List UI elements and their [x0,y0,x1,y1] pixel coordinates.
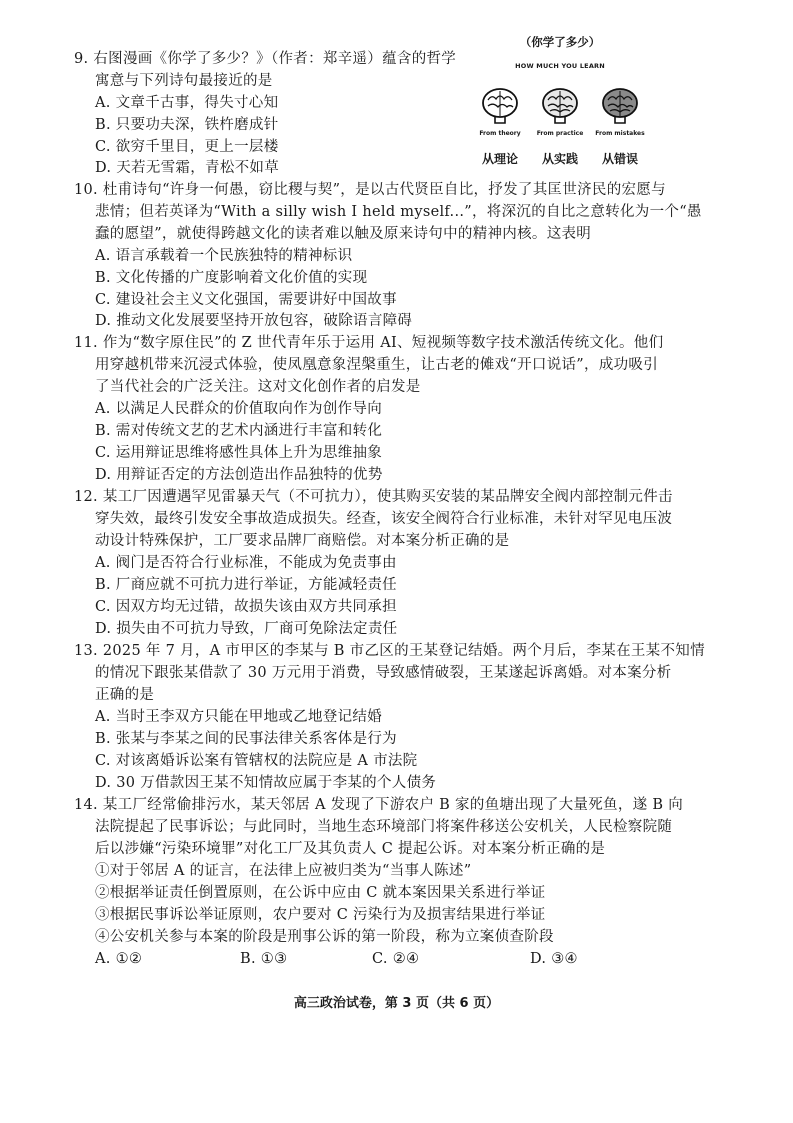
comic-illustration [472,34,648,174]
label-mistakes: 从错误 [601,152,638,166]
option-b: B. 只要功夫深，铁杵磨成针 [95,117,279,133]
option-a: A. ①② [95,951,143,967]
label-theory: 从理论 [481,152,518,166]
option-c: C. 欲穷千里目，更上一层楼 [95,139,279,155]
option-a: A. 阀门是否符合行业标准，不能成为免责事由 [95,555,397,571]
option-b: B. 厂商应就不可抗力进行举证，方能减轻责任 [95,577,397,593]
option-c: C. 运用辩证思维将感性具体上升为思维抽象 [95,445,383,461]
statement-2: ②根据举证责任倒置原则，在公诉中应由 C 就本案因果关系进行举证 [95,885,546,901]
question-stem-line: 后以涉嫌“污染环境罪”对化工厂及其负责人 C 提起公诉。对本案分析正确的是 [95,841,606,857]
option-c: C. 建设社会主义文化强国，需要讲好中国故事 [95,292,397,308]
option-b: B. 文化传播的广度影响着文化价值的实现 [95,270,368,286]
question-stem-line: 蠢的愿望”，就使得跨越文化的读者难以触及原来诗句中的精神内核。这表明 [95,226,592,242]
option-a: A. 语言承载着一个民族独特的精神标识 [95,248,353,264]
caption-practice: From practice [536,130,584,137]
question-stem-line: 13. 2025 年 7 月，A 市甲区的李某与 B 市乙区的王某登记结婚。两个月后，李某在王某不知情 [74,643,705,659]
option-b: B. ①③ [240,951,288,967]
question-stem-line: 14. 某工厂经常偷排污水，某天邻居 A 发现了下游农户 B 家的鱼塘出现了大量死鱼，遂 B 向 [74,797,684,813]
option-d: D. 推动文化发展要坚持开放包容，破除语言障碍 [95,313,413,329]
question-stem-line: 9. 右图漫画《你学了多少？》（作者：郑辛遥）蕴含的哲学 [74,51,457,67]
option-d: D. ③④ [530,951,578,967]
brain-theory-icon [480,86,520,126]
question-stem-line: 了当代社会的广泛关注。这对文化创作者的启发是 [95,379,421,395]
statement-4: ④公安机关参与本案的阶段是刑事公诉的第一阶段，称为立案侦查阶段 [95,929,554,945]
comic-subtitle: HOW MUCH YOU LEARN [515,62,605,70]
question-stem-line: 12. 某工厂因遭遇罕见雷暴天气（不可抗力），使其购买安装的某品牌安全阀内部控制元件击 [74,489,673,505]
option-a: A. 当时王李双方只能在甲地或乙地登记结婚 [95,709,382,725]
option-d: D. 30 万借款因王某不知情故应属于李某的个人债务 [95,775,437,791]
option-c: C. ②④ [372,951,420,967]
statement-1: ①对于邻居 A 的证言，在法律上应被归类为“当事人陈述” [95,863,472,879]
question-stem-line: 穿失效，最终引发安全事故造成损失。经查，该安全阀符合行业标准，未针对罕见电压波 [95,511,673,527]
option-a: A. 以满足人民群众的价值取向作为创作导向 [95,401,382,417]
option-d: D. 天若无雪霜，青松不如草 [95,160,280,176]
option-c: C. 对该离婚诉讼案有管辖权的法院应是 A 市法院 [95,753,418,769]
option-d: D. 损失由不可抗力导致，厂商可免除法定责任 [95,621,398,637]
caption-mistakes: From mistakes [595,130,645,137]
page-footer: 高三政治试卷，第 3 页（共 6 页） [293,996,500,1011]
comic-title: （你学了多少） [519,35,601,49]
question-stem-line: 寓意与下列诗句最接近的是 [95,73,273,89]
question-stem-line: 用穿越机带来沉浸式体验，使凤凰意象涅槃重生，让古老的傩戏“开口说话”，成功吸引 [95,357,659,373]
question-stem-line: 动设计特殊保护，工厂要求品牌厂商赔偿。对本案分析正确的是 [95,533,510,549]
question-stem-line: 的情况下跟张某借款了 30 万元用于消费，导致感情破裂，王某遂起诉离婚。对本案分析 [95,665,672,681]
caption-theory: From theory [479,130,521,137]
brain-practice-icon [540,86,580,126]
statement-3: ③根据民事诉讼举证原则，农户要对 C 污染行为及损害结果进行举证 [95,907,546,923]
question-stem-line: 法院提起了民事诉讼；与此同时，当地生态环境部门将案件移送公安机关，人民检察院随 [95,819,673,835]
option-b: B. 张某与李某之间的民事法律关系客体是行为 [95,731,397,747]
option-d: D. 用辩证否定的方法创造出作品独特的优势 [95,467,383,483]
question-stem-line: 10. 杜甫诗句“许身一何愚，窃比稷与契”，是以古代贤臣自比，抒发了其匡世济民的宏愿与 [74,182,666,198]
option-b: B. 需对传统文艺的艺术内涵进行丰富和转化 [95,423,383,439]
label-practice: 从实践 [541,152,578,166]
brain-mistakes-icon [600,86,640,126]
option-c: C. 因双方均无过错，故损失该由双方共同承担 [95,599,397,615]
question-stem-line: 正确的是 [95,687,155,703]
question-stem-line: 11. 作为“数字原住民”的 Z 世代青年乐于运用 AI、短视频等数字技术激活传统文化。他们 [74,335,664,351]
option-a: A. 文章千古事，得失寸心知 [95,95,279,111]
question-stem-line: 悲情；但若英译为“With a silly wish I held myself...”，将深沉的自比之意转化为一个“愚 [95,204,702,220]
